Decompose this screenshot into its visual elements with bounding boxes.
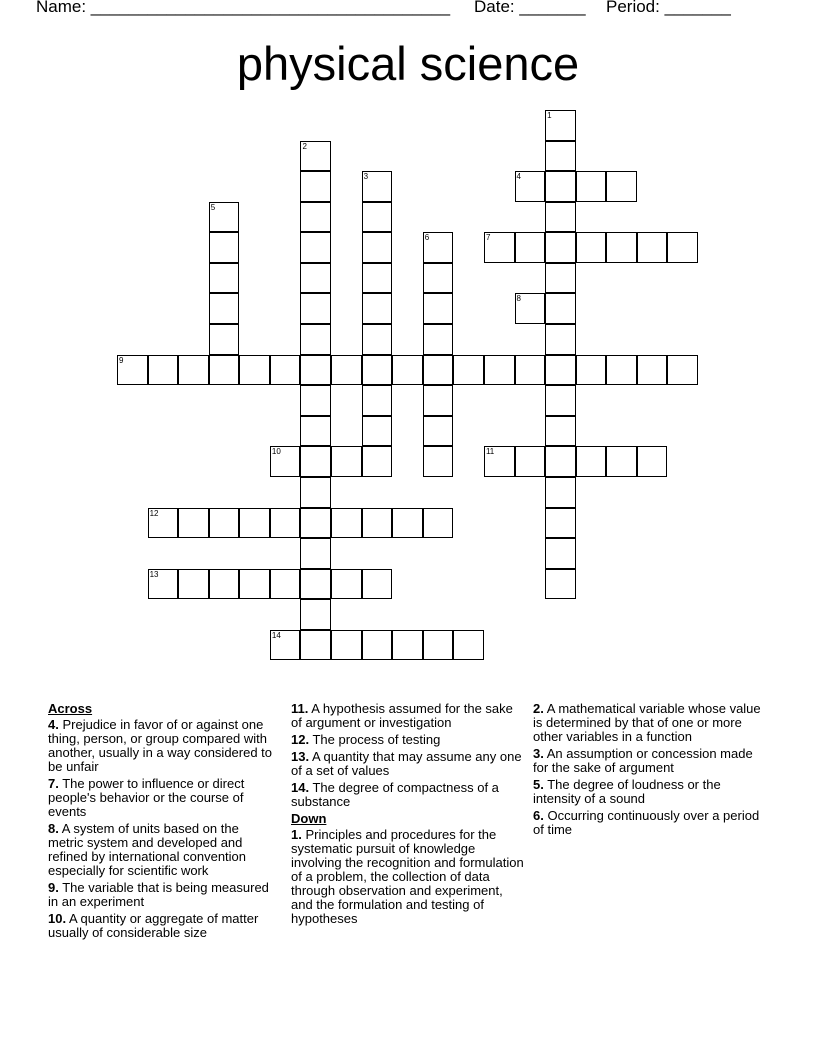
crossword-cell[interactable] <box>606 171 637 202</box>
clue-text: Principles and procedures for the systematic pursuit of knowledge involving the recognition and formulation of a problem, the collection of data through observation and experiment, and the formulation and testing of hypotheses <box>291 827 524 926</box>
crossword-cell[interactable] <box>423 416 454 447</box>
crossword-cell[interactable] <box>362 232 393 263</box>
clue-text: A mathematical variable whose value is determined by that of one or more other variables in a function <box>533 701 761 744</box>
crossword-cell[interactable] <box>667 355 698 386</box>
crossword-cell[interactable] <box>209 202 240 233</box>
crossword-cell[interactable] <box>545 232 576 263</box>
crossword-cell[interactable] <box>209 355 240 386</box>
crossword-cell[interactable] <box>300 385 331 416</box>
cell-number: 9 <box>119 355 124 365</box>
cell-number: 1 <box>547 111 552 120</box>
crossword-cell[interactable] <box>270 630 301 661</box>
crossword-cell[interactable] <box>484 355 515 386</box>
cell-number: 5 <box>210 202 216 212</box>
crossword-cell[interactable] <box>423 355 454 386</box>
clue-text: An assumption or concession made for the sake of argument <box>533 746 753 775</box>
crossword-cell[interactable] <box>300 202 331 233</box>
clue-number: 4. <box>48 717 59 732</box>
crossword-cell[interactable] <box>362 416 393 447</box>
crossword-cell[interactable] <box>515 293 546 324</box>
crossword-cell[interactable] <box>362 171 393 202</box>
clue-number: 7. <box>48 776 59 791</box>
clue-text: The variable that is being measured in an experiment <box>48 880 269 909</box>
clue-text: The degree of compactness of a substance <box>291 780 499 809</box>
crossword-cell[interactable] <box>545 202 576 233</box>
crossword-cell[interactable] <box>270 355 301 386</box>
crossword-cell[interactable] <box>300 599 331 630</box>
clue-column-1 <box>48 702 276 943</box>
cell-number: 6 <box>424 233 430 243</box>
crossword-cell[interactable] <box>423 385 454 416</box>
clue-number: 6. <box>533 808 544 823</box>
crossword-cell[interactable] <box>423 263 454 294</box>
cell-number: 4 <box>516 172 521 182</box>
name-field[interactable]: Name: ______________________________________ <box>36 0 451 16</box>
crossword-cell[interactable] <box>545 385 576 416</box>
crossword-cell[interactable] <box>392 355 423 386</box>
crossword-cell[interactable] <box>300 232 331 263</box>
crossword-cell[interactable] <box>545 110 576 141</box>
crossword-cell[interactable] <box>545 293 576 324</box>
crossword-cell[interactable] <box>331 508 362 539</box>
crossword-cell[interactable] <box>637 355 668 386</box>
crossword-cell[interactable] <box>423 324 454 355</box>
clue-number: 9. <box>48 880 59 895</box>
crossword-cell[interactable] <box>300 416 331 447</box>
crossword-cell[interactable] <box>484 446 515 477</box>
crossword-cell[interactable] <box>545 416 576 447</box>
crossword-cell[interactable] <box>423 630 454 661</box>
crossword-cell[interactable] <box>545 263 576 294</box>
crossword-cell[interactable] <box>545 355 576 386</box>
clue-column-3 <box>533 702 771 840</box>
crossword-cell[interactable] <box>331 569 362 600</box>
crossword-cell[interactable] <box>667 232 698 263</box>
crossword-cell[interactable] <box>545 324 576 355</box>
clue-across-8 <box>48 822 276 878</box>
clue-down-2 <box>533 702 771 744</box>
crossword-cell[interactable] <box>300 538 331 569</box>
crossword-cell[interactable] <box>362 263 393 294</box>
cell-number: 12 <box>149 508 159 518</box>
clue-number: 14. <box>291 780 310 795</box>
crossword-cell[interactable] <box>300 355 331 386</box>
crossword-cell[interactable] <box>209 232 240 263</box>
clue-number: 8. <box>48 821 59 836</box>
clue-down-3 <box>533 747 771 775</box>
crossword-cell[interactable] <box>362 385 393 416</box>
clue-number: 3. <box>533 746 544 761</box>
crossword-cell[interactable] <box>300 477 331 508</box>
clue-number: 1. <box>291 827 302 842</box>
crossword-cell[interactable] <box>484 232 515 263</box>
crossword-cell[interactable] <box>423 232 454 263</box>
clue-text: A hypothesis assumed for the sake of argument or investigation <box>291 701 513 730</box>
crossword-cell[interactable] <box>423 508 454 539</box>
crossword-cell[interactable] <box>331 355 362 386</box>
crossword-cell[interactable] <box>239 355 270 386</box>
crossword-cell[interactable] <box>178 508 209 539</box>
crossword-cell[interactable] <box>545 446 576 477</box>
crossword-cell[interactable] <box>300 141 331 172</box>
crossword-cell[interactable] <box>209 293 240 324</box>
crossword-cell[interactable] <box>300 324 331 355</box>
crossword-cell[interactable] <box>300 446 331 477</box>
crossword-cell[interactable] <box>576 446 607 477</box>
clue-text: Prejudice in favor of or against one thing, person, or group compared with another, usually in a way considered to be unfair <box>48 717 273 774</box>
crossword-cell[interactable] <box>209 508 240 539</box>
crossword-cell[interactable] <box>270 446 301 477</box>
crossword-cell[interactable] <box>576 171 607 202</box>
crossword-cell[interactable] <box>362 202 393 233</box>
down-heading: Down <box>291 811 327 826</box>
crossword-cell[interactable] <box>576 232 607 263</box>
cell-number: 10 <box>271 447 281 457</box>
crossword-cell[interactable] <box>423 446 454 477</box>
clue-down-6 <box>533 809 771 837</box>
crossword-cell[interactable] <box>148 355 179 386</box>
crossword-cell[interactable] <box>239 569 270 600</box>
crossword-cell[interactable] <box>331 630 362 661</box>
crossword-cell[interactable] <box>362 324 393 355</box>
crossword-cell[interactable] <box>515 446 546 477</box>
crossword-cell[interactable] <box>545 141 576 172</box>
crossword-cell[interactable] <box>606 446 637 477</box>
crossword-cell[interactable] <box>300 630 331 661</box>
crossword-cell[interactable] <box>392 508 423 539</box>
crossword-cell[interactable] <box>515 355 546 386</box>
clue-across-4 <box>48 718 276 774</box>
crossword-cell[interactable] <box>362 569 393 600</box>
crossword-cell[interactable] <box>606 355 637 386</box>
crossword-cell[interactable] <box>331 446 362 477</box>
clue-text: Occurring continuously over a period of time <box>533 808 760 837</box>
crossword-cell[interactable] <box>239 508 270 539</box>
crossword-cell[interactable] <box>392 630 423 661</box>
clue-text: A quantity or aggregate of matter usually of considerable size <box>48 911 259 940</box>
date-field[interactable]: Date: _______ <box>474 0 586 16</box>
crossword-cell[interactable] <box>545 538 576 569</box>
crossword-cell[interactable] <box>178 569 209 600</box>
period-field[interactable]: Period: _______ <box>606 0 731 16</box>
clue-number: 5. <box>533 777 544 792</box>
crossword-cell[interactable] <box>576 355 607 386</box>
crossword-cell[interactable] <box>209 569 240 600</box>
clue-across-11 <box>291 702 527 730</box>
crossword-cell[interactable] <box>362 508 393 539</box>
crossword-cell[interactable] <box>362 630 393 661</box>
crossword-cell[interactable] <box>545 508 576 539</box>
clue-across-13 <box>291 750 527 778</box>
crossword-cell[interactable] <box>300 293 331 324</box>
clue-number: 2. <box>533 701 544 716</box>
crossword-cell[interactable] <box>423 293 454 324</box>
crossword-cell[interactable] <box>148 569 179 600</box>
clue-number: 13. <box>291 749 310 764</box>
crossword-cell[interactable] <box>270 569 301 600</box>
crossword-cell[interactable] <box>545 477 576 508</box>
crossword-cell[interactable] <box>270 508 301 539</box>
clue-text: A system of units based on the metric system and developed and refined by international convention especially for scientific work <box>48 821 247 878</box>
crossword-cell[interactable] <box>209 324 240 355</box>
page-title: physical science <box>236 37 580 90</box>
clue-text: A quantity that may assume any one of a set of values <box>291 749 522 778</box>
clue-across-9 <box>48 881 276 909</box>
crossword-cell[interactable] <box>362 355 393 386</box>
clue-text: The degree of loudness or the intensity of a sound <box>533 777 721 806</box>
clue-number: 12. <box>291 732 310 747</box>
clue-number: 10. <box>48 911 67 926</box>
crossword-cell[interactable] <box>453 630 484 661</box>
clue-text: The power to influence or direct people's behavior or the course of events <box>48 776 245 819</box>
clue-across-10 <box>48 912 276 940</box>
cell-number: 3 <box>363 172 369 182</box>
clue-down-1 <box>291 828 527 926</box>
crossword-cell[interactable] <box>606 232 637 263</box>
clue-across-14 <box>291 781 527 809</box>
clue-across-7 <box>48 777 276 819</box>
crossword-cell[interactable] <box>300 171 331 202</box>
clue-text: The process of testing <box>312 732 441 747</box>
clue-number: 11. <box>291 701 309 716</box>
clue-column-2 <box>291 702 527 929</box>
cell-number: 14 <box>271 630 281 640</box>
cell-number: 7 <box>485 233 491 243</box>
crossword-cell[interactable] <box>362 293 393 324</box>
crossword-cell[interactable] <box>300 263 331 294</box>
crossword-cell[interactable] <box>545 569 576 600</box>
crossword-cell[interactable] <box>515 232 546 263</box>
crossword-cell[interactable] <box>300 508 331 539</box>
crossword-cell[interactable] <box>362 446 393 477</box>
crossword-cell[interactable] <box>300 569 331 600</box>
cell-number: 11 <box>485 447 495 457</box>
crossword-cell[interactable] <box>117 355 148 386</box>
cell-number: 8 <box>516 294 521 304</box>
crossword-cell[interactable] <box>515 171 546 202</box>
clue-across-12 <box>291 733 527 747</box>
crossword-cell[interactable] <box>453 355 484 386</box>
crossword-cell[interactable] <box>545 171 576 202</box>
crossword-cell[interactable] <box>148 508 179 539</box>
across-heading: Across <box>48 701 93 716</box>
crossword-cell[interactable] <box>637 232 668 263</box>
clue-down-5 <box>533 778 771 806</box>
crossword-cell[interactable] <box>209 263 240 294</box>
crossword-cell[interactable] <box>178 355 209 386</box>
cell-number: 2 <box>302 141 307 151</box>
cell-number: 13 <box>149 569 159 579</box>
crossword-cell[interactable] <box>637 446 668 477</box>
